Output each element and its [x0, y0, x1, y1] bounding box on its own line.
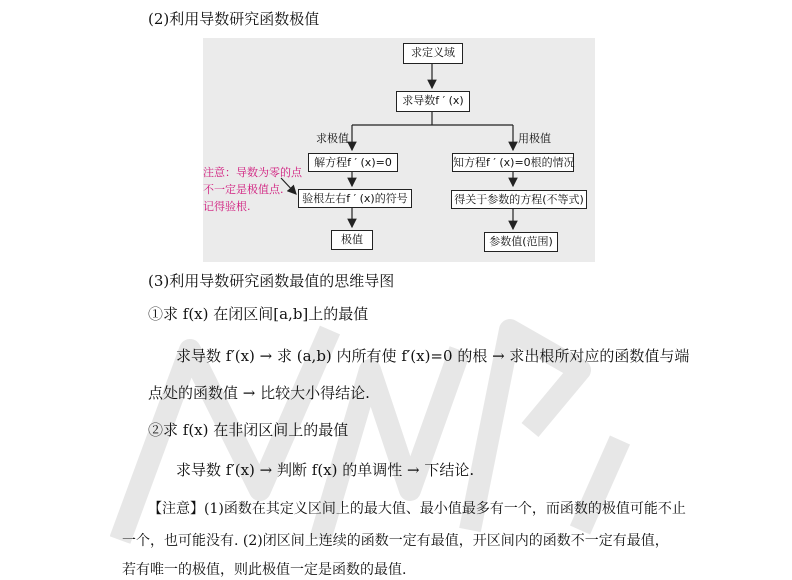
item-2-title: ②求 f(x) 在非闭区间上的最值	[148, 421, 349, 439]
flow-box-check-sign: 验根左右f ′ (x)的符号	[298, 189, 412, 208]
notice-line: 一个，也可能没有. (2)闭区间上连续的函数一定有最值，开区间内的函数不一定有最值，	[122, 533, 669, 549]
item-1-title: ①求 f(x) 在闭区间[a,b]上的最值	[148, 305, 369, 323]
flow-box-root-situation: 知方程f ′ (x)=0根的情况	[452, 153, 574, 172]
section-heading-3: (3)利用导数研究函数最值的思维导图	[148, 272, 395, 290]
edge-label-find-extremum: 求极值	[316, 132, 349, 145]
section-heading-2: (2)利用导数研究函数极值	[148, 10, 320, 28]
item-1-body-line: 求导数 f′(x) → 求 (a,b) 内所有使 f′(x)=0 的根 → 求出根所对应的函数值与端	[176, 347, 690, 365]
item-2-body: 求导数 f′(x) → 判断 f(x) 的单调性 → 下结论.	[176, 461, 475, 479]
flow-box-parameter-value: 参数值(范围)	[484, 232, 558, 252]
flow-box-derivative: 求导数f ′ (x)	[396, 91, 470, 112]
flow-box-parameter-equation: 得关于参数的方程(不等式)	[451, 190, 587, 209]
flow-box-domain: 求定义域	[403, 43, 463, 64]
flow-note-line: 注意：导数为零的点	[203, 166, 302, 179]
item-1-body-line: 点处的函数值 → 比较大小得结论.	[148, 384, 370, 402]
flow-note-line: 记得验根.	[203, 200, 251, 213]
flow-note-line: 不一定是极值点.	[203, 183, 284, 196]
flow-box-solve-equation: 解方程f ′ (x)=0	[308, 153, 398, 172]
flow-note	[203, 164, 302, 215]
notice-line: 【注意】(1)函数在其定义区间上的最大值、最小值最多有一个，而函数的极值可能不止	[148, 501, 686, 517]
notice-line: 若有唯一的极值，则此极值一定是函数的最值.	[122, 562, 407, 578]
flow-box-extremum: 极值	[331, 230, 373, 250]
edge-label-use-extremum: 用极值	[518, 132, 551, 145]
